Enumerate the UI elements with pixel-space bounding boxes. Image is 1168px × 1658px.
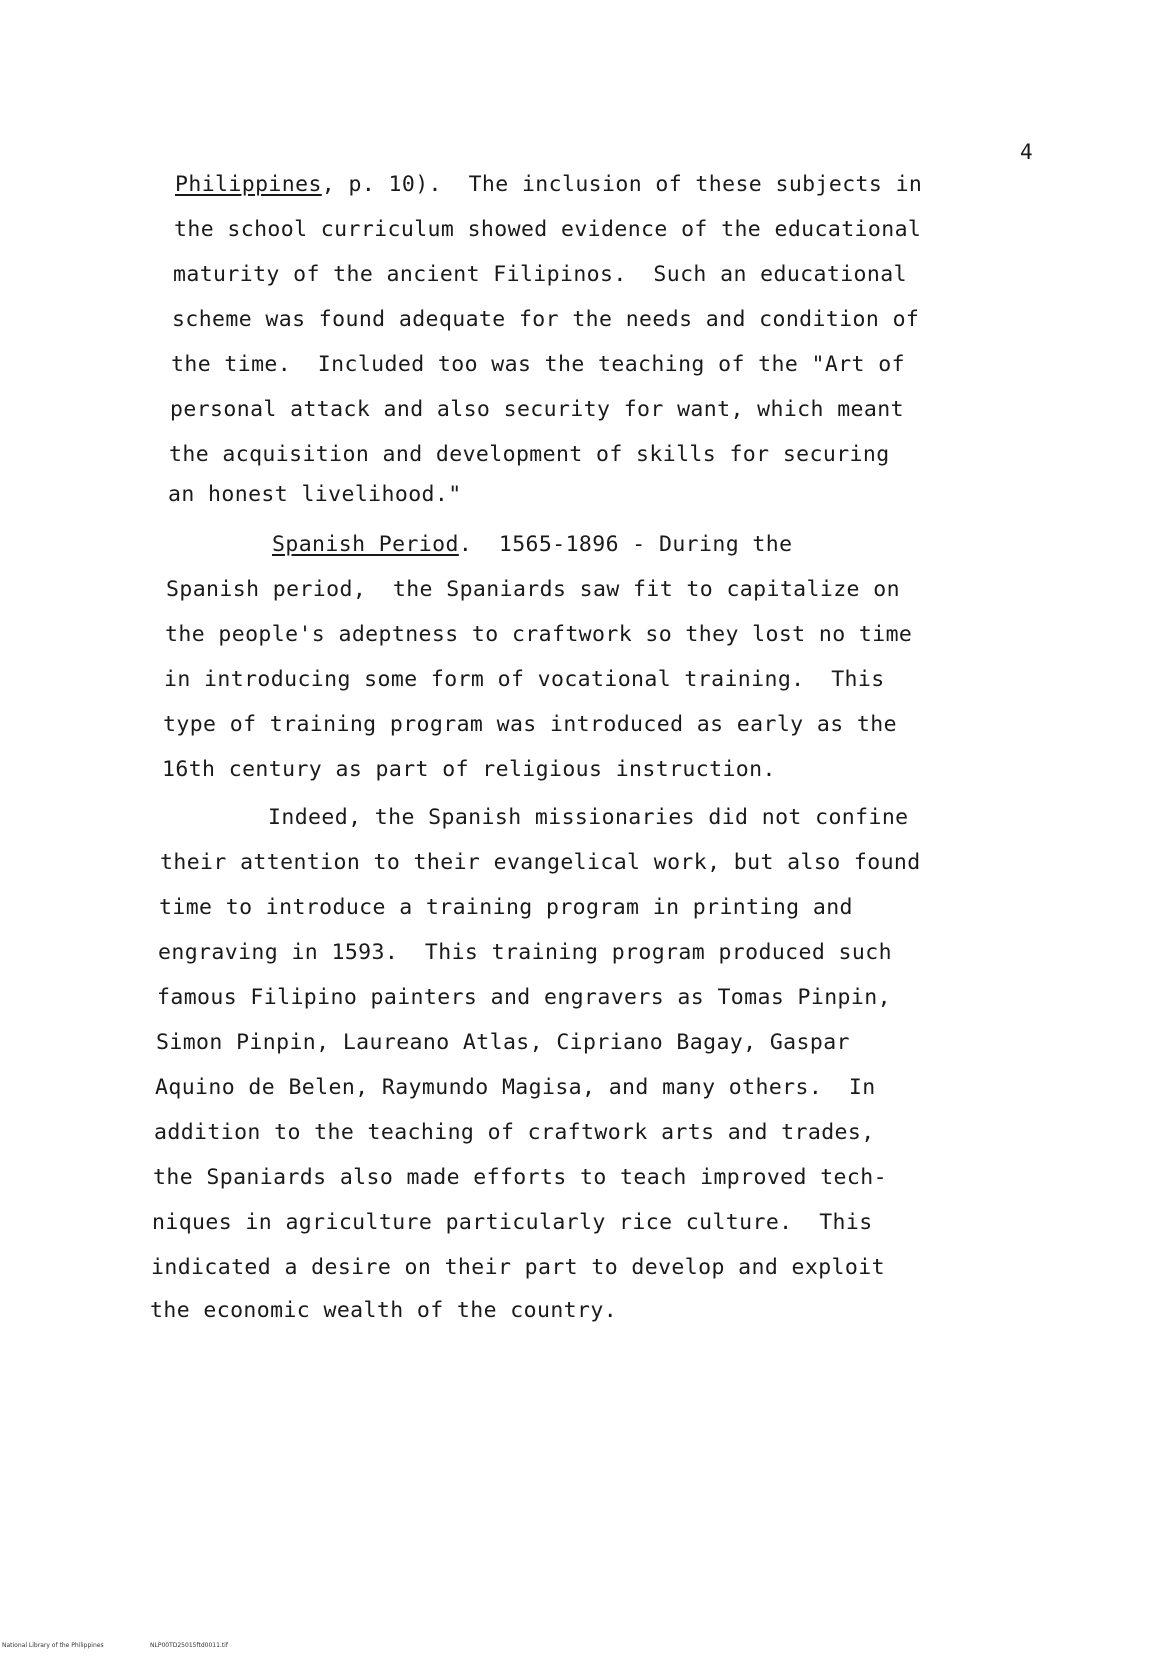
text-line: Spanish period, the Spaniards saw fit to capitalize on — [166, 577, 900, 602]
text-line: famous Filipino painters and engravers as Tomas Pinpin, — [157, 985, 891, 1010]
text-line: the people's adeptness to craftwork so they lost no time — [165, 622, 913, 647]
text-line: addition to the teaching of craftwork arts and trades, — [154, 1120, 875, 1145]
text-line: personal attack and also security for want, which meant — [170, 397, 904, 422]
text-line: in introducing some form of vocational training. This — [164, 667, 885, 692]
text-line: an honest livelihood." — [168, 482, 462, 507]
text-line: engraving in 1593. This training program produced such — [158, 940, 892, 965]
text-line: 16th century as part of religious instruction. — [162, 757, 776, 782]
footer-filename: NLP00TD25015ftd0011.tif — [150, 1642, 228, 1649]
text-line — [272, 532, 792, 557]
text-line — [175, 172, 922, 197]
text-span: , p. 10). The inclusion of these subjects in — [321, 172, 923, 197]
text-line: the acquisition and development of skills for securing — [169, 442, 890, 467]
footer-library: National Library of the Philippines — [2, 1642, 104, 1649]
section-heading: Spanish Period — [272, 532, 459, 557]
text-line: maturity of the ancient Filipinos. Such an educational — [173, 262, 907, 287]
text-span: . 1565-1896 - During the — [458, 532, 793, 557]
text-line: the economic wealth of the country. — [150, 1298, 618, 1323]
page-number: 4 — [1020, 140, 1033, 164]
text-line: the time. Included too was the teaching of the "Art of — [171, 352, 905, 377]
text-line: the Spaniards also made efforts to teach improved tech- — [153, 1165, 887, 1190]
text-line: time to introduce a training program in printing and — [159, 895, 853, 920]
text-line: Simon Pinpin, Laureano Atlas, Cipriano Bagay, Gaspar — [156, 1030, 850, 1055]
text-line: Indeed, the Spanish missionaries did not confine — [268, 805, 909, 830]
text-line: Aquino de Belen, Raymundo Magisa, and many others. In — [155, 1075, 876, 1100]
text-line: niques in agriculture particularly rice culture. This — [152, 1210, 873, 1235]
text-line: scheme was found adequate for the needs and condition of — [172, 307, 920, 332]
text-line: the school curriculum showed evidence of the educational — [174, 217, 922, 242]
text-line: type of training program was introduced as early as the — [163, 712, 897, 737]
text-line: their attention to their evangelical work, but also found — [160, 850, 921, 875]
text-line: indicated a desire on their part to develop and exploit — [151, 1255, 885, 1280]
book-title: Philippines — [175, 172, 322, 197]
